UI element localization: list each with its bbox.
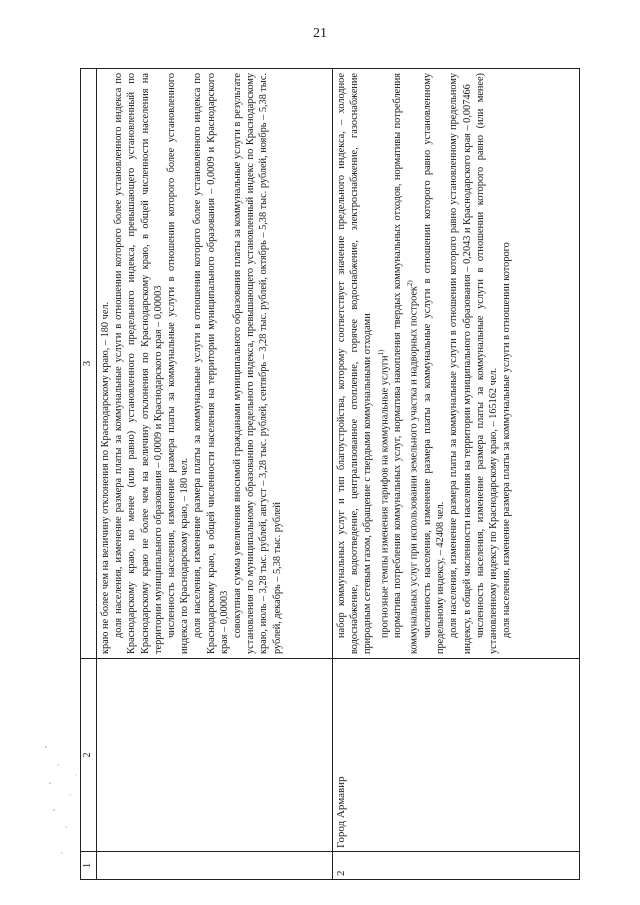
rotated-table-container — [80, 72, 580, 880]
prev-line-2: численность населения, изменение размера платы за коммунальные услуги в отношении которого более установленного индекса по Краснодарскому краю, – 180 чел. — [166, 73, 191, 654]
main-line-5: численность населения, изменение размера платы за коммунальные услуги в отношении которого равно (или менее) установленному индексу по Краснодарскому краю, – 165162 чел. — [474, 73, 500, 654]
main-desc-cell — [333, 69, 580, 659]
prev-line-3: доля населения, изменение размера платы за коммунальные услуги в отношении которого более установленного индекса по Краснодарскому краю, в общей численности населения на территории муниципального образования – 0,0009 и Краснодарского края – 0,00003 — [192, 73, 230, 654]
main-line-2: норматива потребления коммунальных услуг, норматива накопления твердых коммунальных отходов, нормативы потребления коммунальных услуг при использовании земельного участка и надворных построек — [392, 73, 420, 654]
scan-artifact-specks — [40, 735, 88, 865]
main-line-2-wrap — [391, 73, 421, 654]
main-line-1: прогнозные темпы изменения тарифов на коммунальные услуги — [379, 355, 391, 638]
main-line-3: численность населения, изменение размера платы за коммунальные услуги в отношении которого равно установленному предельному индексу, – 42408 чел. — [422, 73, 447, 654]
table-row-main — [333, 69, 580, 880]
main-line-6: доля населения, изменение размера платы за коммунальные услуги в отношении которого — [501, 242, 513, 638]
prev-municipality-cell — [97, 659, 333, 852]
header-col-1: 1 — [81, 852, 97, 880]
prev-line-4: совокупная сумма увеличения вносимой гражданами муниципального образования платы за коммунальные услуги в результате установления по муниципальному образованию предельного индекса, превышающего установленный индекс по Краснодарскому краю, июль – 3,28 тыс. рублей, август – 3,28 тыс. рублей, сентябрь – 3,28 тыс. рублей, октябрь – 5,38 тыс. рублей, ноябрь – 5,38 тыс. рублей, декабрь – 5,38 тыс. рублей — [232, 73, 283, 654]
prev-line-1: доля населения, изменение размера платы за коммунальные услуги в отношении которого более установленного индекса по Краснодарскому краю, но менее (или равно) установленного предельного индекса, превышающего установленный по Краснодарскому краю не более чем на величину отклонения по Краснодарскому краю, в общей численности населения на территории муниципального образования – 0,0009 и Краснодарского края – 0,00003 — [113, 73, 164, 654]
page-number: 21 — [313, 26, 327, 41]
row-number: 2 — [333, 852, 580, 880]
prev-desc-cell — [97, 69, 333, 659]
header-col-3: 3 — [81, 69, 97, 659]
footnote-1: 1) — [376, 349, 385, 356]
tariff-table — [80, 68, 580, 880]
footnote-2: 2) — [406, 280, 415, 287]
main-line-1-wrap — [375, 73, 392, 654]
main-line-4: доля населения, изменение размера платы за коммунальные услуги в отношении которого равно установленному предельному индексу, в общей численности населения на территории муниципального образования – 0,2043 и Краснодарского края – 0,007466 — [448, 73, 473, 654]
prev-line-0: краю не более чем на величину отклонения по Краснодарскому краю, – 180 чел. — [100, 301, 111, 654]
table-row-prev — [97, 69, 333, 880]
main-line-0: набор коммунальных услуг и тип благоустройства, которому соответствует значение предельного индекса, – холодное водоснабжение, водоотведение, централизованное отопление, горячее водоснабжение, электроснабжение, газоснабжение природным сетевым газом, обращение с твердыми коммунальными отходами — [336, 73, 374, 654]
prev-num-cell — [97, 852, 333, 880]
header-col-2: 2 — [81, 659, 97, 852]
municipality-name: Город Армавир — [333, 659, 580, 852]
